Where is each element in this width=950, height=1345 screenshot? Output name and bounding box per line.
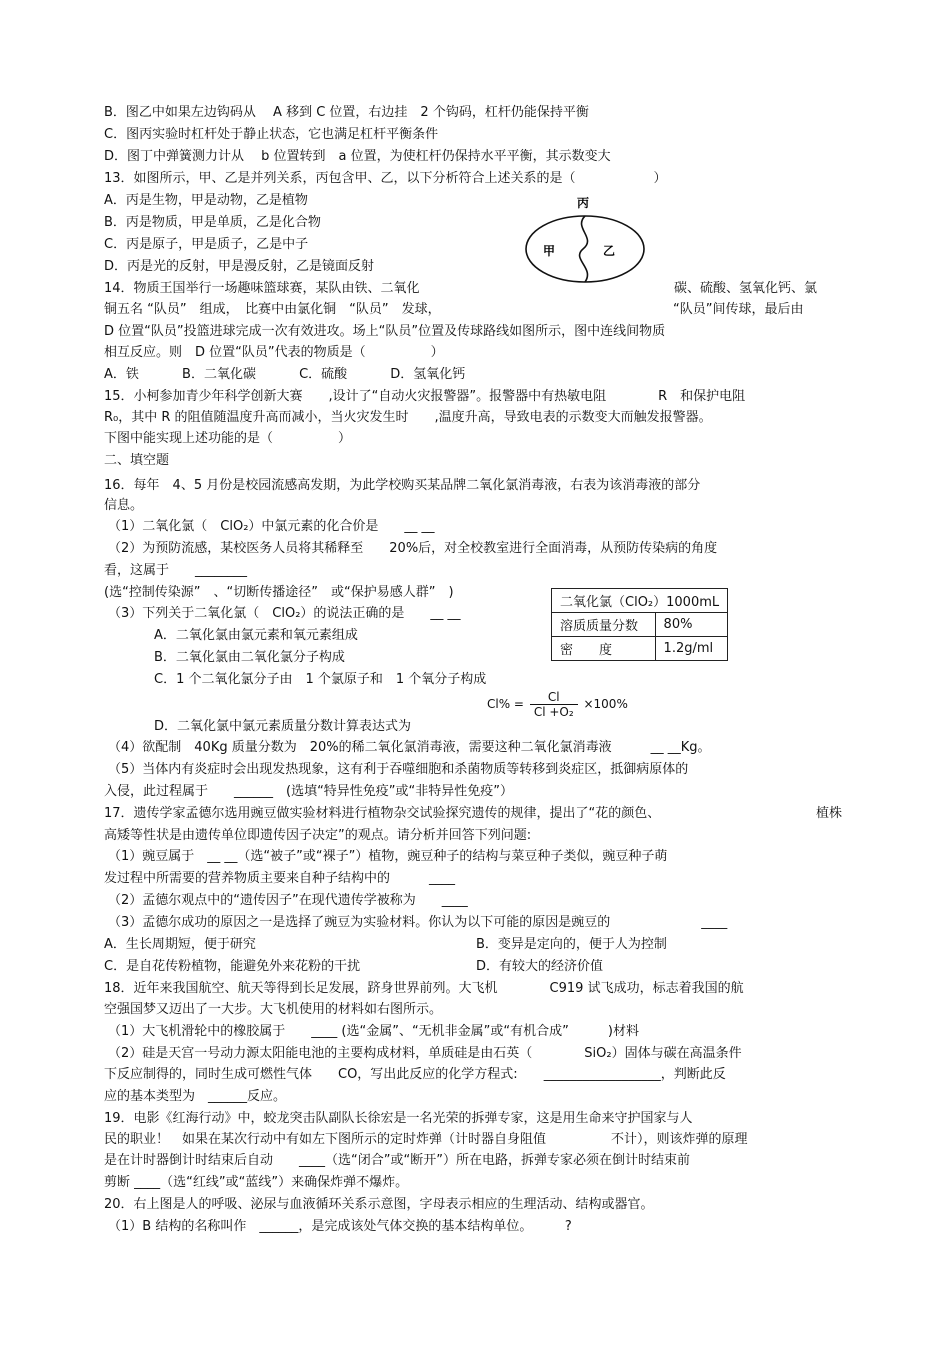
question-13: 13．如图所示，甲、乙是并列关系，丙包含甲、乙，以下分析符合上述关系的是（ ） <box>104 171 667 186</box>
question-15-line2: R₀，其中 R 的阻值随温度升高而减小，当火灾发生时 ,温度升高，导致电表的示数变大而触发报警器。 <box>104 410 712 425</box>
q17-3-option-a: A．生长周期短，便于研究 <box>104 937 256 952</box>
q16-part3: （3）下列关于二氧化氯（ ClO₂）的说法正确的是 __ __ <box>108 606 461 621</box>
question-14-right2: “队员”间传球，最后由 <box>673 302 804 317</box>
q13-option-c: C．丙是原子，甲是质子，乙是中子 <box>104 237 309 252</box>
diagram-label-right: 乙 <box>603 244 616 258</box>
section-fill-in-title: 二、填空题 <box>104 453 170 468</box>
question-14-line3: D 位置“队员”投篮进球完成一次有效进攻。场上“队员”位置及传球路线如图所示，图中连线间物质 <box>104 324 666 339</box>
q12-option-d: D．图丁中弹簧测力计从 b 位置转到 a 位置，为使杠杆仍保持水平平衡，其示数变大 <box>104 149 611 164</box>
table-row <box>552 589 728 613</box>
question-15-line1: 15．小柯参加青少年科学创新大赛 ,设计了“自动火灾报警器”。报警器中有热敏电阻 R 和保护电阻 <box>104 389 746 404</box>
q16-3-option-b: B．二氧化氯由二氧化氯分子构成 <box>154 650 345 665</box>
q13-option-b: B．丙是物质，甲是单质，乙是化合物 <box>104 215 321 230</box>
q13-option-a: A．丙是生物，甲是动物，乙是植物 <box>104 193 308 208</box>
table-cell: 1.2g/ml <box>655 637 728 661</box>
table-cell: 溶质质量分数 <box>552 613 656 637</box>
q16-part5-line2: 入侵，此过程属于 ______ (选填“特异性免疫”或“非特异性免疫”） <box>104 784 514 799</box>
q17-3-option-c: C．是自花传粉植物，能避免外来花粉的干扰 <box>104 959 361 974</box>
question-15-line3: 下图中能实现上述功能的是（ ） <box>104 431 352 446</box>
question-14-line4: 相互反应。则 D 位置“队员”代表的物质是（ ） <box>104 345 444 360</box>
formula-suffix: ×100% <box>583 697 628 711</box>
venn-diagram <box>525 193 685 287</box>
q17-part1-line2: 发过程中所需要的营养物质主要来自种子结构中的 ____ <box>104 871 456 886</box>
q16-part2-line2: 看，这属于 ________ <box>104 563 248 578</box>
question-14-line2: 铜五名 “队员” 组成， 比赛中由氯化铜 “队员” 发球， <box>104 302 441 317</box>
q16-part2: （2）为预防流感，某校医务人员将其稀释至 20%后，对全校教室进行全面消毒，从预防传染病的角度 <box>108 541 718 556</box>
question-16-line2: 信息。 <box>104 498 144 513</box>
q16-part4: （4）欲配制 40Kg 质量分数为 20%的稀二氧化氯消毒液，需要这种二氧化氯消毒液 __ __Kg。 <box>108 740 711 755</box>
table-row <box>552 613 728 637</box>
q17-part2: （2）孟德尔观点中的“遗传因子”在现代遗传学被称为 ____ <box>108 893 468 908</box>
q12-option-c: C．图丙实验时杠杆处于静止状态，它也满足杠杆平衡条件 <box>104 127 439 142</box>
q17-part1: （1）豌豆属于 __ __（选“被子”或“裸子”）植物，豌豆种子的结构与菜豆种子类似，豌豆种子萌 <box>108 849 668 864</box>
q13-option-d: D．丙是光的反射，甲是漫反射，乙是镜面反射 <box>104 259 375 274</box>
table-row <box>552 637 728 661</box>
question-14-line1: 14．物质王国举行一场趣味篮球赛，某队由铁、二氧化 <box>104 281 420 296</box>
question-14-right1: 碳、硫酸、氢氧化钙、氯 <box>674 281 818 296</box>
table-cell: 80% <box>655 613 728 637</box>
q17-part3: （3）孟德尔成功的原因之一是选择了豌豆为实验材料。你认为以下可能的原因是豌豆的 ____ <box>108 915 728 930</box>
formula-lhs: Cl% = <box>487 697 524 711</box>
question-18-line2: 空强国梦又迈出了一大步。大飞机使用的材料如右图所示。 <box>104 1002 443 1017</box>
question-17-line2: 高矮等性状是由遗传单位即遗传因子决定”的观点。请分析并回答下列问题: <box>104 828 532 843</box>
q16-3-option-c: C．1 个二氧化氯分子由 1 个氯原子和 1 个氧分子构成 <box>154 672 487 687</box>
diagram-label-outer: 丙 <box>577 196 590 210</box>
question-19-line1: 19．电影《红海行动》中，蛟龙突击队副队长徐宏是一名光荣的拆弹专家，这是用生命来守护国家与人 <box>104 1111 693 1126</box>
q17-3-option-b: B．变异是定向的，便于人为控制 <box>476 937 667 952</box>
question-18-line1: 18．近年来我国航空、航天等得到长足发展，跻身世界前列。大飞机 C919 试飞成功，标志着我国的航 <box>104 981 744 996</box>
question-19-line4: 剪断 ____（选“红线”或“蓝线”）来确保炸弹不爆炸。 <box>104 1175 409 1190</box>
q16-part5: （5）当体内有炎症时会出现发热现象，这有利于吞噬细胞和杀菌物质等转移到炎症区，抵御病原体的 <box>108 762 689 777</box>
question-17-right: 植株 <box>816 806 843 821</box>
table-cell: 密 度 <box>552 637 656 661</box>
q18-part2-line3: 应的基本类型为 ______反应。 <box>104 1089 287 1104</box>
diagram-label-left: 甲 <box>543 244 556 258</box>
q20-part1: （1）B 结构的名称叫作 ______，是完成该处气体交换的基本结构单位。 ? <box>108 1219 572 1234</box>
formula-numerator: Cl <box>530 690 578 705</box>
q12-option-b: B．图乙中如果左边钩码从 A 移到 C 位置，右边挂 2 个钩码，杠杆仍能保持平衡 <box>104 105 589 120</box>
chlorine-percent-formula <box>487 690 628 719</box>
q16-part1: （1）二氧化氯（ ClO₂）中氯元素的化合价是 __ __ <box>108 519 435 534</box>
q17-3-option-d: D．有较大的经济价值 <box>476 959 604 974</box>
formula-fraction <box>530 690 578 719</box>
q18-part1: （1）大飞机滑轮中的橡胶属于 ____ (选“金属”、“无机非金属”或“有机合成” )材料 <box>108 1024 639 1039</box>
q18-part2-line2: 下反应制得的，同时生成可燃性气体 CO，写出此反应的化学方程式: __________________，判断此反 <box>104 1067 726 1082</box>
disinfectant-info-table <box>551 588 728 661</box>
q14-options: A．铁 B．二氧化碳 C．硫酸 D．氢氧化钙 <box>104 367 466 382</box>
table-cell: 二氧化氯（ClO₂）1000mL <box>552 589 728 613</box>
q16-3-option-d: D．二氧化氯中氯元素质量分数计算表达式为 <box>154 719 412 734</box>
question-20: 20．右上图是人的呼吸、泌尿与血液循环关系示意图，字母表示相应的生理活动、结构或器官。 <box>104 1197 654 1212</box>
question-19-line2: 民的职业！ 如果在某次行动中有如左下图所示的定时炸弹（计时器自身阻值 不计），则该炸弹的原理 <box>104 1132 748 1147</box>
q16-part2-line3: (选“控制传染源” 、“切断传播途径” 或“保护易感人群” ) <box>104 585 454 600</box>
formula-denominator: Cl +O₂ <box>533 705 574 719</box>
q18-part2: （2）硅是天宫一号动力源太阳能电池的主要构成材料，单质硅是由石英（ SiO₂）固体与碳在高温条件 <box>108 1046 742 1061</box>
question-16-line1: 16．每年 4、5 月份是校园流感高发期，为此学校购买某品牌二氧化氯消毒液，右表为该消毒液的部分 <box>104 478 701 493</box>
q16-3-option-a: A．二氧化氯由氯元素和氧元素组成 <box>154 628 358 643</box>
question-17-line1: 17．遗传学家孟德尔选用豌豆做实验材料进行植物杂交试验探究遗传的规律，提出了“花的颜色、 <box>104 806 661 821</box>
question-19-line3: 是在计时器倒计时结束后自动 ____（选“闭合”或“断开”）所在电路，拆弹专家必须在倒计时结束前 <box>104 1153 690 1168</box>
